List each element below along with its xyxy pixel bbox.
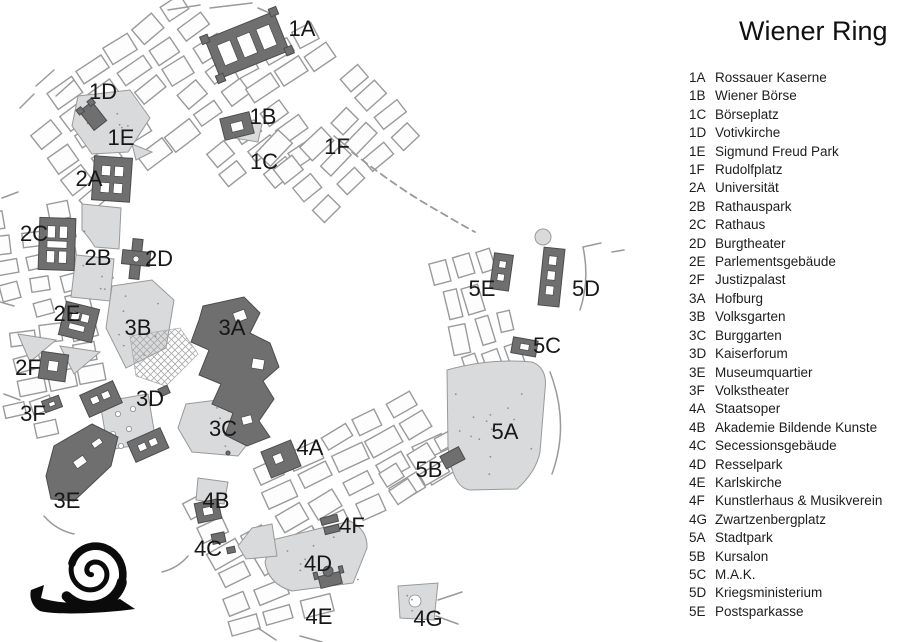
legend-code: 1B: [689, 88, 706, 104]
city-block: [246, 73, 280, 103]
city-block: [219, 161, 246, 187]
park-speckle: [125, 295, 127, 297]
legend-code: 3C: [689, 327, 707, 343]
city-block: [117, 55, 152, 85]
park-speckle: [112, 277, 114, 279]
city-block: [391, 123, 419, 151]
legend-code: 4D: [689, 456, 707, 472]
map-label-3F: 3F: [20, 401, 46, 426]
map-label-1A: 1A: [288, 16, 316, 41]
legend-name: Parlementsgebäude: [715, 254, 836, 270]
fountain-dot: [115, 411, 120, 416]
legend-name: Karlskirche: [715, 474, 782, 490]
legend-name: Wiener Börse: [715, 88, 797, 104]
legend-name: Kriegsministerium: [715, 585, 823, 601]
city-block: [262, 480, 298, 509]
legend-row-2E: [689, 253, 898, 271]
map-label-2F: 2F: [15, 355, 41, 380]
map-label-2D: 2D: [144, 246, 174, 271]
legend-code: 3E: [689, 364, 706, 380]
park-speckle: [300, 563, 302, 565]
legend-name: Volksgarten: [715, 309, 786, 325]
city-block: [0, 281, 21, 302]
legend-code: 4B: [689, 419, 706, 435]
city-block: [228, 614, 260, 636]
legend-name: Rathaus: [715, 217, 766, 233]
park-speckle: [123, 345, 125, 347]
legend-row-5C: [689, 566, 898, 584]
map-label-4C: 4C: [193, 536, 223, 561]
city-block: [165, 119, 201, 153]
legend-row-2D: [689, 235, 898, 253]
map-label-5E: 5E: [468, 276, 496, 301]
city-block: [313, 195, 341, 223]
hofburg-court: [251, 358, 265, 370]
legend-row-4A: [689, 400, 898, 418]
legend-code: 4A: [689, 401, 706, 417]
legend-code: 1C: [689, 106, 707, 122]
legend-name: Resselpark: [715, 456, 783, 472]
legend-code: 2D: [689, 235, 707, 251]
city-block: [448, 324, 470, 356]
legend-row-5E: [689, 603, 898, 621]
legend-row-1E: [689, 143, 898, 161]
map-label-5A: 5A: [491, 419, 519, 444]
legend-list: [689, 69, 898, 621]
park-speckle: [225, 445, 227, 447]
legend-name: Rossauer Kaserne: [715, 70, 827, 85]
park-wedge-west-of-resselpark: [238, 524, 277, 559]
city-block: [304, 42, 336, 71]
legend-row-2B: [689, 198, 898, 216]
legend-name: M.A.K.: [715, 566, 756, 582]
street-spur: [258, 628, 322, 642]
street-spur: [162, 556, 188, 572]
city-block: [0, 259, 19, 276]
map-label-1F: 1F: [324, 134, 350, 159]
legend-row-4E: [689, 474, 898, 492]
park-speckle: [459, 430, 461, 432]
legend-row-2C: [689, 216, 898, 234]
map-label-3B: 3B: [124, 315, 152, 340]
legend-code: 5B: [689, 548, 706, 564]
legend-row-1B: [689, 87, 898, 105]
fountain-dot: [126, 426, 131, 431]
legend-row-4D: [689, 456, 898, 474]
legend-code: 2C: [689, 217, 707, 233]
city-block: [332, 442, 369, 472]
city-block: [0, 211, 5, 231]
city-block: [352, 409, 382, 436]
map-label-3D: 3D: [135, 386, 165, 411]
snail-logo: [30, 546, 135, 613]
legend-code: 5D: [689, 585, 707, 601]
city-block: [274, 56, 308, 86]
park-speckle: [100, 288, 102, 290]
legend-code: 3B: [689, 309, 706, 325]
legend-row-1A: [689, 69, 898, 87]
city-block: [103, 33, 137, 64]
map-label-4D: 4D: [303, 551, 333, 576]
city-block: [443, 289, 463, 320]
city-block: [194, 100, 222, 126]
park-speckle: [489, 414, 491, 416]
legend-name: Börseplatz: [715, 106, 779, 122]
building-5D-kriegsministerium: [538, 247, 565, 307]
city-block: [160, 0, 189, 21]
park-speckle: [333, 536, 335, 538]
legend-code: 1E: [689, 143, 706, 159]
legend-row-5D: [689, 584, 898, 602]
legend-name: Postsparkasse: [715, 603, 804, 619]
legend-name: Sigmund Freud Park: [715, 143, 839, 159]
map-label-2A: 2A: [75, 166, 103, 191]
legend-row-3B: [689, 308, 898, 326]
legend-row-4C: [689, 437, 898, 455]
legend-code: 3F: [689, 382, 705, 398]
building-2F-justizpalast: [38, 351, 68, 381]
legend-name: Burggarten: [715, 327, 782, 343]
legend-row-2F: [689, 271, 898, 289]
park-speckle: [507, 407, 509, 409]
legend-row-4F: [689, 492, 898, 510]
park-speckle: [357, 579, 359, 581]
legend-code: 1F: [689, 162, 705, 178]
park-speckle: [455, 393, 457, 395]
map-label-4E: 4E: [305, 604, 333, 629]
legend-code: 4G: [689, 511, 708, 527]
legend-row-1D: [689, 124, 898, 142]
map-label-4F: 4F: [339, 513, 365, 538]
city-block: [33, 299, 54, 317]
legend-row-1C: [689, 106, 898, 124]
map-label-2E: 2E: [53, 301, 81, 326]
legend-code: 3D: [689, 346, 707, 362]
park-speckle: [157, 303, 159, 305]
park-speckle: [473, 416, 475, 418]
legend-name: Museumquartier: [715, 364, 813, 380]
city-block: [340, 65, 368, 92]
burggarten-dot: [226, 451, 230, 455]
legend-name: Staatsoper: [715, 401, 781, 417]
map-label-4A: 4A: [296, 435, 324, 460]
park-speckle: [312, 527, 314, 529]
city-block: [0, 235, 11, 256]
legend-name: Secessionsgebäude: [715, 438, 837, 454]
park-speckle: [116, 113, 118, 115]
city-block: [363, 142, 394, 171]
legend-panel: [689, 14, 898, 621]
round-square-near-5d: [535, 229, 551, 245]
city-block: [223, 591, 250, 616]
legend-code: 2F: [689, 272, 705, 288]
city-block: [399, 410, 431, 440]
park-speckle: [216, 407, 218, 409]
street-spur: [44, 516, 74, 534]
legend-row-2A: [689, 179, 898, 197]
city-block: [207, 141, 235, 168]
city-block: [30, 276, 50, 293]
legend-name: Kaiserforum: [715, 346, 788, 362]
map-label-1E: 1E: [107, 125, 135, 150]
city-block: [374, 100, 406, 130]
map-label-5B: 5B: [415, 457, 443, 482]
city-block: [31, 120, 62, 150]
snail-shell-spiral: [67, 582, 122, 606]
legend-code: 1A: [689, 70, 706, 85]
map-label-1D: 1D: [88, 79, 118, 104]
legend-code: 2A: [689, 180, 706, 196]
park-speckle: [101, 276, 103, 278]
park-speckle: [313, 545, 315, 547]
city-block: [331, 108, 358, 135]
legend-code: 2E: [689, 254, 706, 270]
fountain-dot: [130, 406, 135, 411]
map-label-1C: 1C: [249, 149, 279, 174]
legend-code: 5A: [689, 530, 706, 546]
legend-code: 5C: [689, 566, 707, 582]
legend-row-3C: [689, 327, 898, 345]
map-label-4B: 4B: [202, 488, 230, 513]
legend-row-3A: [689, 290, 898, 308]
legend-name: Rudolfplatz: [715, 162, 783, 178]
legend-row-3F: [689, 382, 898, 400]
city-block: [453, 253, 475, 278]
city-block: [386, 391, 417, 418]
city-block: [321, 423, 352, 450]
legend-name: Zwartzenbergplatz: [715, 511, 827, 527]
legend-row-5B: [689, 548, 898, 566]
park-speckle: [530, 448, 532, 450]
city-block: [337, 167, 365, 194]
legend-name: Kunstlerhaus & Musikverein: [715, 493, 883, 509]
park-speckle: [287, 550, 289, 552]
city-block: [343, 471, 374, 496]
legend-name: Votivkirche: [715, 125, 781, 141]
legend-row-3E: [689, 364, 898, 382]
legend-row-3D: [689, 345, 898, 363]
legend-code: 4C: [689, 438, 707, 454]
park-speckle: [118, 334, 120, 336]
map-label-2B: 2B: [84, 245, 112, 270]
city-block: [263, 605, 293, 626]
legend-row-4B: [689, 419, 898, 437]
legend-code: 4E: [689, 474, 706, 490]
city-block: [132, 13, 164, 44]
park-speckle: [490, 456, 492, 458]
park-speckle: [406, 595, 408, 597]
legend-row-4G: [689, 511, 898, 529]
park-speckle: [84, 230, 86, 232]
park-rathauspark-north: [82, 204, 121, 249]
city-block: [221, 78, 250, 106]
park-speckle: [143, 354, 145, 356]
park-speckle: [411, 599, 413, 601]
city-block: [177, 80, 207, 109]
park-speckle: [299, 570, 301, 572]
park-speckle: [521, 393, 523, 395]
map-label-4G: 4G: [413, 606, 443, 631]
legend-name: Akademie Bildende Kunste: [715, 419, 878, 435]
map-label-5C: 5C: [532, 333, 562, 358]
city-block: [135, 75, 166, 104]
legend-name: Kursalon: [715, 548, 769, 564]
legend-name: Justizpalast: [715, 272, 786, 288]
legend-name: Burgtheater: [715, 235, 786, 251]
legend-code: 4F: [689, 493, 705, 509]
park-speckle: [478, 438, 480, 440]
legend-code: 2B: [689, 198, 706, 214]
map-label-3E: 3E: [53, 488, 81, 513]
city-block: [475, 315, 496, 345]
legend-code: 3A: [689, 290, 706, 306]
park-speckle: [104, 288, 106, 290]
legend-row-1F: [689, 161, 898, 179]
map-label-3A: 3A: [218, 315, 246, 340]
park-speckle: [470, 436, 472, 438]
city-block: [293, 174, 322, 202]
legend-code: 1D: [689, 125, 707, 141]
legend-name: Volkstheater: [715, 382, 790, 398]
map-label-2C: 2C: [19, 221, 49, 246]
map-label-3C: 3C: [208, 416, 238, 441]
park-speckle: [123, 310, 125, 312]
city-block: [275, 503, 308, 533]
map-label-5D: 5D: [571, 276, 601, 301]
park-speckle: [486, 420, 488, 422]
building-4C-annex: [226, 546, 235, 554]
park-speckle: [488, 473, 490, 475]
legend-name: Stadtpark: [715, 530, 773, 546]
fountain-dot: [118, 443, 123, 448]
street-spur: [550, 372, 561, 474]
legend-name: Rathauspark: [715, 198, 792, 214]
legend-name: Universität: [715, 180, 779, 196]
legend-name: Hofburg: [715, 290, 764, 306]
city-block: [497, 310, 514, 332]
city-block: [429, 260, 451, 286]
legend-row-5A: [689, 529, 898, 547]
map-label-1B: 1B: [249, 104, 277, 129]
page-title: Wiener Ring: [739, 16, 888, 46]
park-speckle: [155, 335, 157, 337]
legend-code: 5E: [689, 603, 706, 619]
